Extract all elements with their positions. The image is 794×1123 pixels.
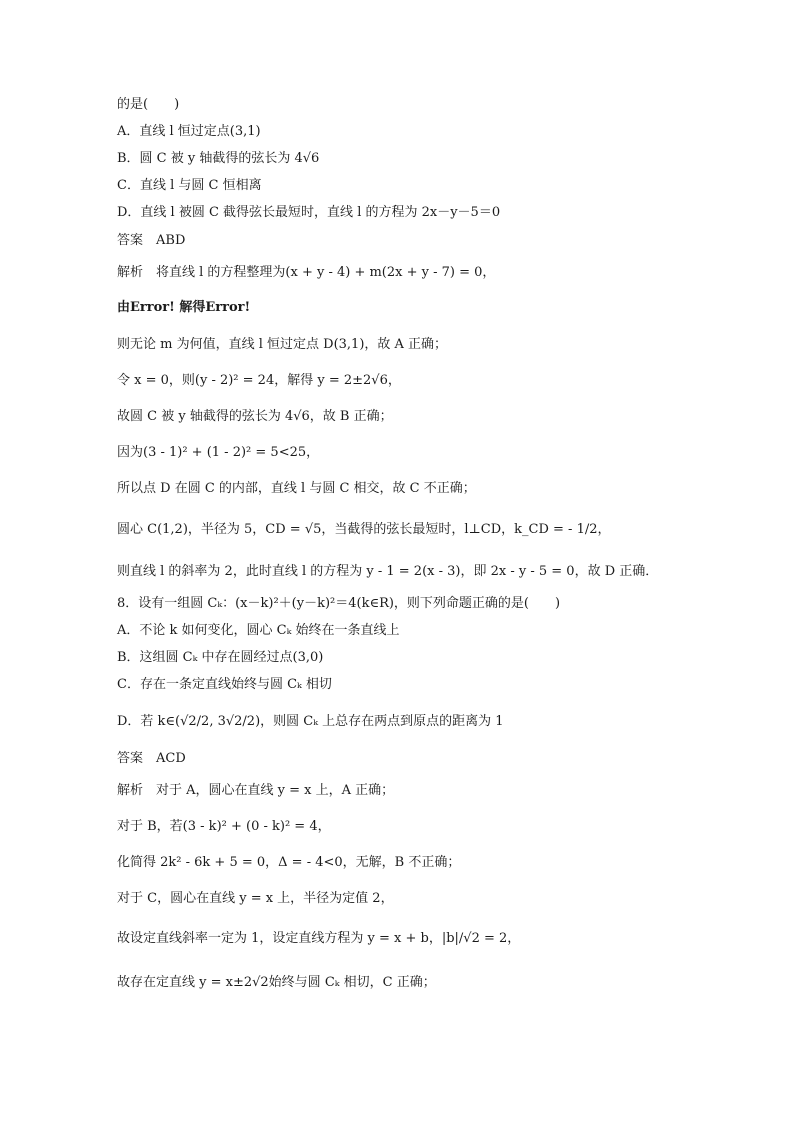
q8-option-d: D．若 k∈(√2/2, 3√2/2)，则圆 Cₖ 上总存在两点到原点的距离为 1: [117, 714, 504, 729]
q8-option-c: C．存在一条定直线始终与圆 Cₖ 相切: [117, 677, 332, 692]
q8-option-b: B．这组圆 Cₖ 中存在圆经过点(3,0): [117, 650, 324, 665]
q7-analysis-line: 则无论 m 为何值，直线 l 恒过定点 D(3,1)，故 A 正确；: [117, 337, 448, 352]
q7-option-b: B．圆 C 被 y 轴截得的弦长为 4√6: [117, 151, 320, 166]
q8-analysis-line: 故存在定直线 y = x±2√2始终与圆 Cₖ 相切，C 正确；: [117, 975, 436, 990]
q8-analysis-line: 化简得 2k² - 6k + 5 = 0，Δ = - 4<0，无解，B 不正确；: [117, 855, 461, 870]
q7-analysis-line: 则直线 l 的斜率为 2，此时直线 l 的方程为 y - 1 = 2(x - 3)，即 2x - y - 5 = 0，故 D 正确．: [117, 564, 659, 579]
q7-analysis-line: 因为(3 - 1)² + (1 - 2)² = 5<25，: [117, 445, 320, 460]
q7-analysis-line: 圆心 C(1,2)，半径为 5，CD = √5，当截得的弦长最短时，l⊥CD，k_CD = - 1/2，: [117, 522, 611, 537]
q8-option-a: A．不论 k 如何变化，圆心 Cₖ 始终在一条直线上: [117, 623, 400, 638]
q8-answer: 答案 ACD: [117, 751, 186, 766]
q8-analysis-line: 对于 B，若(3 - k)² + (0 - k)² = 4，: [117, 819, 331, 834]
q7-answer: 答案 ABD: [117, 233, 186, 248]
q7-analysis-line: 所以点 D 在圆 C 的内部，直线 l 与圆 C 相交，故 C 不正确；: [117, 481, 476, 496]
q8-analysis-line: 解析 对于 A，圆心在直线 y = x 上，A 正确；: [117, 783, 395, 798]
q7-analysis-line: 故圆 C 被 y 轴截得的弦长为 4√6，故 B 正确；: [117, 409, 393, 424]
q7-analysis-line: 令 x = 0，则(y - 2)² = 24，解得 y = 2±2√6，: [117, 373, 401, 388]
q7-option-d: D．直线 l 被圆 C 截得弦长最短时，直线 l 的方程为 2x－y－5＝0: [117, 205, 501, 220]
q8-stem: 8．设有一组圆 Cₖ：(x－k)²＋(y－k)²＝4(k∈R)，则下列命题正确的是( ): [117, 596, 561, 611]
q7-option-a: A．直线 l 恒过定点(3,1): [117, 124, 261, 139]
q7-stem-tail: 的是( ): [117, 97, 180, 112]
q7-analysis-line: 由Error! 解得Error!: [117, 300, 251, 315]
q8-analysis-line: 故设定直线斜率一定为 1，设定直线方程为 y = x + b，|b|/√2 = 2，: [117, 931, 521, 946]
q8-analysis-line: 对于 C，圆心在直线 y = x 上，半径为定值 2，: [117, 891, 394, 906]
q7-analysis-line: 解析 将直线 l 的方程整理为(x + y - 4) + m(2x + y - 7) = 0，: [117, 265, 496, 280]
q7-option-c: C．直线 l 与圆 C 恒相离: [117, 178, 262, 193]
